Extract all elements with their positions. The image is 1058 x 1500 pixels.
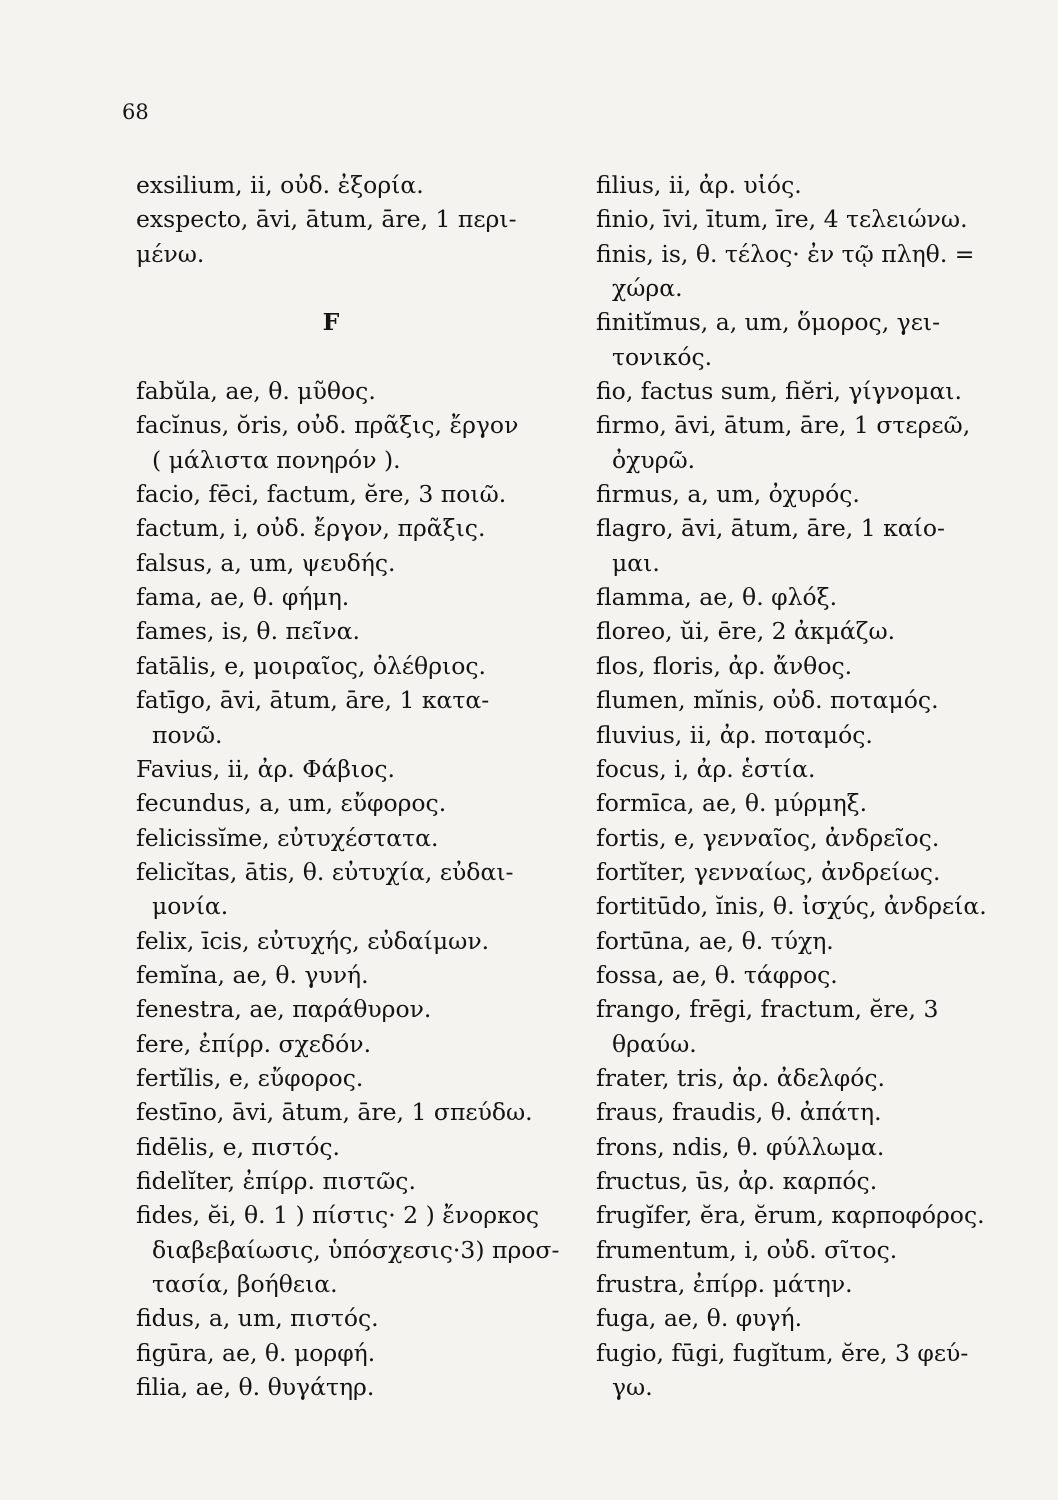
- dictionary-entry-line: factum, i, οὐδ. ἔργον, πρᾶξις.: [136, 514, 486, 543]
- dictionary-entry-line: filia, ae, θ. θυγάτηρ.: [136, 1373, 375, 1402]
- dictionary-entry-line: μαι.: [612, 548, 660, 577]
- dictionary-entry-line: flumen, mĭnis, οὐδ. ποταμός.: [596, 686, 939, 715]
- dictionary-entry-line: felicissĭme, εὐτυχέστατα.: [136, 823, 439, 852]
- dictionary-entry-line: μένω.: [136, 239, 205, 268]
- dictionary-entry-line: fluvius, ii, ἀρ. ποταμός.: [596, 720, 873, 749]
- dictionary-entry-line: frustra, ἐπίρρ. μάτην.: [596, 1270, 853, 1298]
- dictionary-entry-line: finis, is, θ. τέλος· ἐν τῷ πληθ. =: [596, 239, 975, 268]
- dictionary-entry-line: formīca, ae, θ. μύρμηξ.: [596, 789, 868, 818]
- dictionary-entry-line: flagro, āvi, ātum, āre, 1 καίο-: [596, 514, 945, 543]
- dictionary-entry-line: falsus, a, um, ψευδής.: [136, 548, 396, 577]
- dictionary-entry-line: frumentum, i, οὐδ. σῖτος.: [596, 1235, 898, 1264]
- dictionary-entry-line: festīno, āvi, ātum, āre, 1 σπεύδω.: [136, 1098, 533, 1127]
- dictionary-entry-line: fortis, e, γενναῖος, ἀνδρεῖος.: [596, 823, 940, 852]
- section-letter-heading: F: [322, 308, 340, 337]
- dictionary-entry-line: fertĭlis, e, εὔφορος.: [136, 1063, 364, 1092]
- dictionary-entry-line: γω.: [612, 1373, 653, 1402]
- dictionary-entry-line: fortitūdo, ĭnis, θ. ἰσχύς, ἀνδρεία.: [596, 892, 987, 921]
- dictionary-entry-line: fama, ae, θ. φήμη.: [136, 583, 350, 612]
- page-number: 68: [122, 100, 149, 124]
- dictionary-entry-line: finio, īvi, ītum, īre, 4 τελειώνω.: [596, 205, 968, 234]
- dictionary-entry-line: fatālis, e, μοιραῖος, ὀλέθριος.: [136, 651, 486, 680]
- dictionary-entry-line: frater, tris, ἀρ. ἀδελφός.: [596, 1063, 886, 1092]
- dictionary-entry-line: fames, is, θ. πεῖνα.: [136, 617, 360, 646]
- right-column: [596, 168, 1036, 1404]
- dictionary-entry-line: τονικός.: [612, 342, 713, 371]
- dictionary-entry-line: felix, īcis, εὐτυχής, εὐδαίμων.: [136, 926, 490, 955]
- dictionary-entry-line: frons, ndis, θ. φύλλωμα.: [596, 1132, 885, 1161]
- dictionary-entry-line: fidelĭter, ἐπίρρ. πιστῶς.: [136, 1166, 416, 1195]
- dictionary-entry-line: χώρα.: [612, 274, 683, 303]
- dictionary-entry-line: θραύω.: [612, 1029, 697, 1058]
- dictionary-entry-line: [136, 340, 566, 374]
- dictionary-entry-line: focus, i, ἀρ. ἑστία.: [596, 754, 816, 783]
- dictionary-entry-line: τασία, βοήθεια.: [152, 1270, 338, 1298]
- dictionary-entry-line: διαβεβαίωσις, ὑπόσχεσις·3) προσ-: [152, 1235, 560, 1264]
- dictionary-entry-line: fatīgo, āvi, ātum, āre, 1 κατα-: [136, 686, 490, 715]
- dictionary-entry-line: floreo, ŭi, ēre, 2 ἀκμάζω.: [596, 617, 896, 646]
- dictionary-entry-line: fugio, fūgi, fugĭtum, ĕre, 3 φεύ-: [596, 1338, 969, 1367]
- dictionary-entry-line: fere, ἐπίρρ. σχεδόν.: [136, 1029, 372, 1058]
- dictionary-entry-line: fidēlis, e, πιστός.: [136, 1132, 340, 1161]
- dictionary-entry-line: ὀχυρῶ.: [612, 445, 696, 474]
- dictionary-entry-line: finitĭmus, a, um, ὅμορος, γει-: [596, 308, 941, 337]
- dictionary-entry-line: fraus, fraudis, θ. ἀπάτη.: [596, 1098, 882, 1127]
- dictionary-entry-line: felicĭtas, ātis, θ. εὐτυχία, εὐδαι-: [136, 857, 514, 886]
- dictionary-entry-line: fructus, ūs, ἀρ. καρπός.: [596, 1166, 878, 1195]
- dictionary-entry-line: fabŭla, ae, θ. μῦθος.: [136, 377, 376, 406]
- dictionary-entry-line: Favius, ii, ἀρ. Φάβιος.: [136, 754, 395, 783]
- dictionary-entry-line: μονία.: [152, 892, 229, 921]
- dictionary-entry-line: flamma, ae, θ. φλόξ.: [596, 583, 838, 612]
- dictionary-entry-line: exspecto, āvi, ātum, āre, 1 περι-: [136, 205, 517, 234]
- dictionary-entry-line: fides, ĕi, θ. 1 ) πίστις· 2 ) ἔνορκος: [136, 1201, 540, 1230]
- dictionary-entry-line: filius, ii, ἀρ. υἱός.: [596, 171, 802, 199]
- dictionary-entry-line: fenestra, ae, παράθυρον.: [136, 995, 432, 1024]
- dictionary-entry-line: flos, floris, ἀρ. ἄνθος.: [596, 651, 853, 680]
- dictionary-entry-line: frugĭfer, ĕra, ĕrum, καρποφόρος.: [596, 1201, 985, 1230]
- dictionary-entry-line: exsilium, ii, οὐδ. ἐξορία.: [136, 171, 424, 199]
- dictionary-entry-line: fortĭter, γενναίως, ἀνδρείως.: [596, 857, 941, 886]
- dictionary-entry-line: fio, factus sum, fiĕri, γίγνομαι.: [596, 377, 962, 406]
- dictionary-entry-line: fidus, a, um, πιστός.: [136, 1304, 379, 1333]
- dictionary-entry-line: firmo, āvi, ātum, āre, 1 στερεῶ,: [596, 411, 971, 440]
- dictionary-entry-line: πονῶ.: [152, 720, 223, 749]
- dictionary-entry-line: fecundus, a, um, εὔφορος.: [136, 789, 447, 818]
- dictionary-entry-line: firmus, a, um, ὀχυρός.: [596, 480, 860, 509]
- dictionary-entry-line: figūra, ae, θ. μορφή.: [136, 1338, 376, 1367]
- dictionary-entry-line: frango, frēgi, fractum, ĕre, 3: [596, 995, 939, 1024]
- dictionary-entry-line: fuga, ae, θ. φυγή.: [596, 1304, 803, 1333]
- dictionary-entry-line: fossa, ae, θ. τάφρος.: [596, 960, 838, 989]
- dictionary-entry-line: ( μάλιστα πονηρόν ).: [152, 445, 401, 474]
- dictionary-entry-line: facĭnus, ŏris, οὐδ. πρᾶξις, ἔργον: [136, 411, 519, 440]
- dictionary-entry-line: [136, 271, 566, 305]
- dictionary-entry-line: facio, fēci, factum, ĕre, 3 ποιῶ.: [136, 480, 507, 509]
- left-column: [136, 168, 566, 1404]
- dictionary-entry-line: femĭna, ae, θ. γυνή.: [136, 960, 369, 989]
- dictionary-entry-line: fortūna, ae, θ. τύχη.: [596, 926, 834, 955]
